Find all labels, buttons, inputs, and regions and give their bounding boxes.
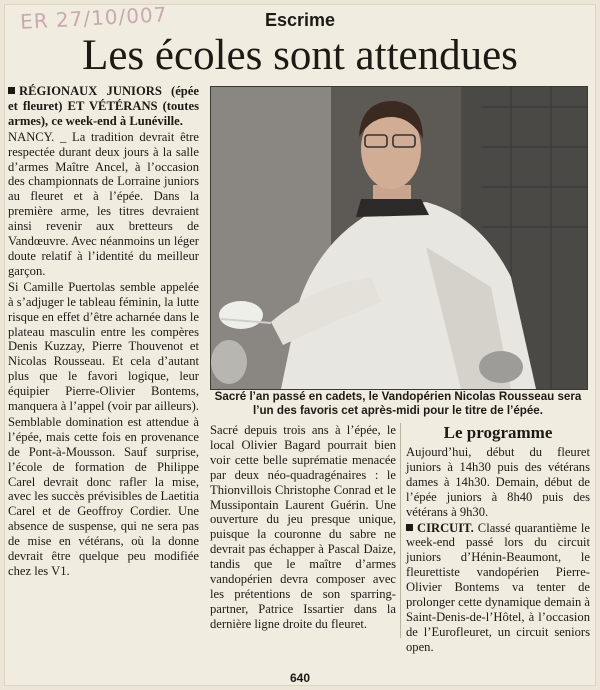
body-paragraph: Sacré depuis trois ans à l’épée, le local Olivier Bagard pourrait bien voir cette belle suprématie menacée par deux néo-quadragénaires : le Thionvillois Christophe Conrad et le Mussipontain Laurent Guérin. Une ouverture du jeu presque unique, puisque la couronne du sabre ne devrait pas échapper à Pascal Daize, tandis que le maître d’armes vandopérien devra composer avec les prétentions de son sparring-partner, Patrice Issartier dans la dernière ligne droite du fleuret. (210, 423, 396, 631)
article-column-right (406, 423, 590, 656)
body-paragraph: Semblable domination est attendue à l’épée, mais cette fois en provenance de Pont-à-Mousson. Sauf surprise, l’école de formation de Philippe Carel devrait donc rafler la mise, avec les succès prévisibles de Laetitia Carel et de Geoffroy Cordier. Une absence de suspense, qui ne sera pas de mise en vétérans, où la donne devrait être quelque peu modifiée chez les V1. (8, 414, 199, 578)
photo-caption: Sacré l’an passé en cadets, le Vandopérien Nicolas Rousseau sera l’un des favoris cet après-midi pour le titre de l’épée. (214, 390, 582, 417)
bullet-square-icon (406, 524, 413, 531)
article-column-left (8, 84, 199, 580)
section-label: Escrime (264, 10, 336, 30)
circuit-text: Classé quarantième le week-end passé lors du circuit juniors d’Hénin-Beaumont, le fleurettiste vandopérien Pierre-Olivier Bontems va tenter de prolonger cette dynamique demain à Saint-Denis-de-l’Hôtel, à l’occasion de l’Eurofleuret, un circuit seniors open. (406, 520, 590, 654)
column-divider (400, 423, 401, 638)
lead-paragraph (8, 84, 199, 129)
article-column-middle (210, 423, 396, 633)
programme-text: Aujourd’hui, début du fleuret juniors à 14h30 puis des vétérans dames à 14h30. Demain, début de l’épée juniors à 8h40 puis des vétérans à 9h30. (406, 445, 590, 519)
body-paragraph: Si Camille Puertolas semble appelée à s’adjuger le tableau féminin, la lutte risque en effet d’être acharnée dans le plateau masculin entre les compères Denis Kuzzay, Pierre Thouvenot et Nicolas Rousseau. Et cela d’autant plus que le favori logique, leur équipier Pierre-Olivier Bontems, manquera à l’appel (voir par ailleurs). (8, 279, 199, 414)
circuit-paragraph (406, 521, 590, 655)
circuit-label: CIRCUIT. (417, 520, 474, 535)
lead-text: RÉGIONAUX JUNIORS (épée et fleuret) ET VÉTÉRANS (toutes armes), ce week-end à Lunéville. (8, 84, 199, 128)
fencer-photo (210, 86, 588, 390)
programme-title: Le programme (443, 423, 553, 442)
page-number: 640 (289, 671, 311, 685)
bullet-square-icon (8, 87, 15, 94)
body-paragraph: NANCY. _ La tradition devrait être respectée durant deux jours à la salle d’armes Maître Ancel, à l’occasion des championnats de Lorraine juniors au fleuret et à l’épée. Dans la première arme, les titres devraient ainsi revenir aux bretteurs de Vandœuvre. Avec néanmoins un léger doute relatif à l’identité du meilleur garçon. (8, 129, 199, 278)
headline: Les écoles sont attendues (82, 32, 518, 79)
handwritten-date-note: ER 27/10/007 (19, 2, 168, 34)
